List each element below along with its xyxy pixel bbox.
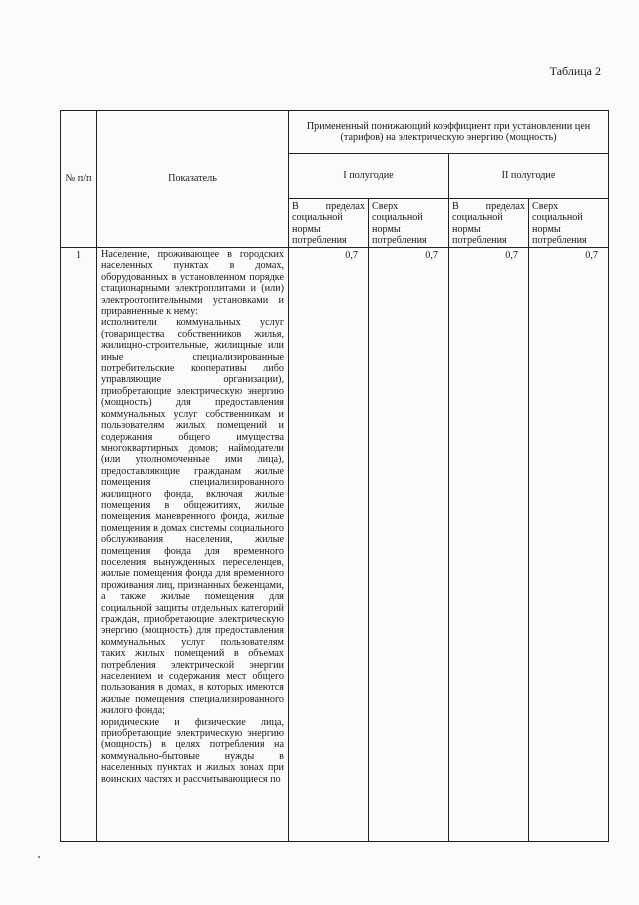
value-above-h2: 0,7 <box>529 248 609 842</box>
row-indicator <box>97 248 289 842</box>
value-within-h2: 0,7 <box>449 248 529 842</box>
value-within-h1: 0,7 <box>289 248 369 842</box>
header-indicator: Показатель <box>97 111 289 248</box>
header-coefficient: Примененный понижающий коэффициент при установлении цен (тарифов) на электрическую энергию (мощность) <box>289 111 609 154</box>
indicator-paragraph: исполнители коммунальных услуг (товарищества собственников жилья, жилищно-строительные, жилищные или иные специализированные потребительские кооперативы либо управляющие организации), приобретающие электрическую энергию (мощность) для предоставления коммунальных услуг собственникам и пользователям жилых помещений и содержания общего имущества многоквартирных домов; наймодатели (или уполномоченные ими лица), предоставляющие гражданам жилые помещения специализированного жилищного фонда, включая жилые помещения в общежитиях, жилые помещения маневренного фонда, жилые помещения в домах системы социального обслуживания населения, жилые помещения фонда для временного поселения вынужденных переселенцев, жилые помещения фонда для временного проживания лиц, признанных беженцами, а также жилые помещения для социальной защиты отдельных категорий граждан, приобретающие электрическую энергию (мощность) для предоставления коммунальных услуг пользователям таких жилых помещений в объемах потребления электрической энергии населением и содержания мест общего пользования в домах, в которых имеются жилые помещения специализированного жилого фонда; <box>101 317 284 717</box>
header-first-half: I полугодие <box>289 154 449 199</box>
header-within-norm-h2: В пределах социальной нормы потребления <box>449 199 529 248</box>
header-above-norm-h2: Сверх социальной нормы потребления <box>529 199 609 248</box>
row-number: 1 <box>61 248 97 842</box>
table-row <box>61 248 609 842</box>
indicator-paragraph: юридические и физические лица, приобретающие электрическую энергию (мощность) в целях потребления на коммунально-бытовые нужды в населенных пунктах и жилых зонах при воинских частях и рассчитывающиеся по <box>101 716 284 785</box>
header-above-norm-h1: Сверх социальной нормы потребления <box>369 199 449 248</box>
table-caption: Таблица 2 <box>549 64 601 78</box>
value-above-h1: 0,7 <box>369 248 449 842</box>
tariff-coefficient-table <box>60 110 609 842</box>
indicator-paragraph: Население, проживающее в городских населенных пунктах в домах, оборудованных в установленном порядке стационарными электроплитами и (или) электроотопительными установками и приравненные к нему: <box>101 249 284 318</box>
header-second-half: II полугодие <box>449 154 609 199</box>
scan-artifact <box>38 856 40 858</box>
header-number: № п/п <box>61 111 97 248</box>
header-within-norm-h1: В пределах социальной нормы потребления <box>289 199 369 248</box>
